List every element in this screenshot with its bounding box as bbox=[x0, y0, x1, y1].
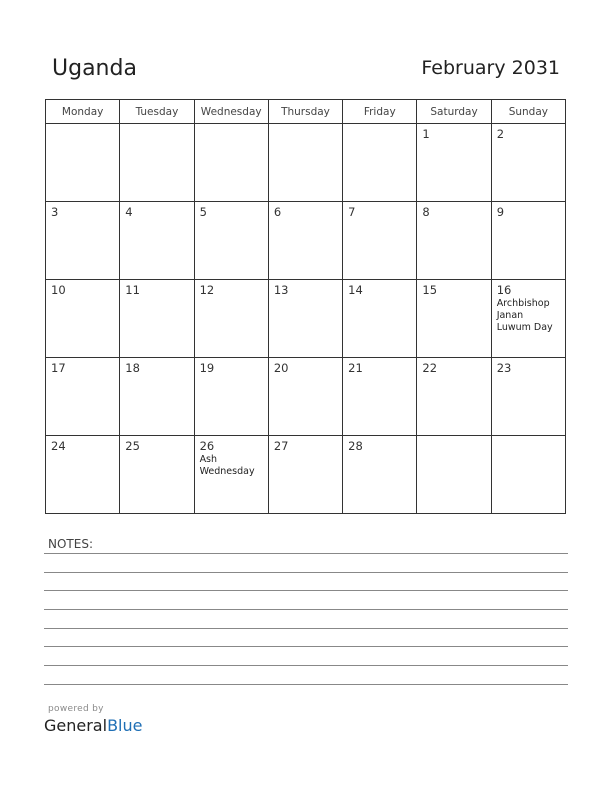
day-cell bbox=[268, 202, 342, 280]
day-cell bbox=[194, 202, 268, 280]
note-line bbox=[44, 665, 568, 666]
day-cell bbox=[417, 202, 491, 280]
day-number: 28 bbox=[348, 439, 363, 453]
day-cell bbox=[417, 358, 491, 436]
day-cell bbox=[268, 358, 342, 436]
weekday-sunday: Sunday bbox=[491, 100, 565, 124]
day-cell bbox=[46, 280, 120, 358]
day-number: 15 bbox=[422, 283, 438, 297]
day-number: 19 bbox=[199, 361, 215, 375]
brand-logo bbox=[44, 716, 142, 735]
day-cell bbox=[343, 358, 417, 436]
note-line bbox=[44, 646, 568, 647]
day-number: 22 bbox=[422, 361, 438, 375]
calendar-grid bbox=[45, 99, 566, 514]
day-cell bbox=[417, 280, 491, 358]
day-cell bbox=[343, 436, 417, 514]
day-number: 5 bbox=[199, 205, 207, 219]
note-line bbox=[44, 684, 568, 685]
day-cell bbox=[491, 280, 565, 358]
weekday-saturday: Saturday bbox=[417, 100, 491, 124]
day-number: 1 bbox=[422, 127, 430, 141]
day-number: 14 bbox=[348, 283, 363, 297]
country-title: Uganda bbox=[52, 56, 137, 81]
day-cell bbox=[491, 124, 565, 202]
day-number: 7 bbox=[348, 205, 356, 219]
weekday-monday: Monday bbox=[46, 100, 120, 124]
day-cell bbox=[46, 436, 120, 514]
day-cell bbox=[268, 436, 342, 514]
day-cell bbox=[120, 358, 194, 436]
weekday-wednesday: Wednesday bbox=[194, 100, 268, 124]
day-number: 16 bbox=[496, 283, 512, 297]
day-cell bbox=[120, 436, 194, 514]
day-cell bbox=[343, 280, 417, 358]
day-number: 18 bbox=[125, 361, 140, 375]
note-line bbox=[44, 572, 568, 573]
brand-general: General bbox=[44, 716, 108, 735]
weekday-friday: Friday bbox=[343, 100, 417, 124]
day-cell bbox=[194, 436, 268, 514]
note-line bbox=[44, 590, 568, 591]
day-number: 26 bbox=[199, 439, 215, 453]
day-number: 13 bbox=[273, 283, 289, 297]
weekday-tuesday: Tuesday bbox=[120, 100, 194, 124]
week-row bbox=[46, 280, 566, 358]
weekday-header-row bbox=[46, 100, 566, 124]
day-cell bbox=[491, 436, 565, 514]
day-cell bbox=[194, 280, 268, 358]
powered-by-text: powered by bbox=[48, 704, 104, 714]
calendar-body bbox=[46, 124, 566, 514]
day-number: 20 bbox=[273, 361, 289, 375]
day-cell bbox=[268, 280, 342, 358]
day-number: 10 bbox=[51, 283, 66, 297]
day-cell bbox=[46, 202, 120, 280]
day-cell bbox=[343, 124, 417, 202]
brand-blue: Blue bbox=[107, 716, 143, 735]
day-number: 4 bbox=[125, 205, 133, 219]
day-number: 17 bbox=[51, 361, 66, 375]
day-cell bbox=[417, 436, 491, 514]
day-number: 6 bbox=[273, 205, 282, 219]
note-line bbox=[44, 628, 568, 629]
day-cell bbox=[46, 358, 120, 436]
note-line bbox=[44, 609, 568, 610]
day-cell bbox=[46, 124, 120, 202]
month-year-title: February 2031 bbox=[421, 57, 560, 79]
day-cell bbox=[120, 202, 194, 280]
day-cell bbox=[268, 124, 342, 202]
notes-label: NOTES: bbox=[48, 537, 93, 551]
day-number: 11 bbox=[125, 283, 140, 297]
note-line bbox=[44, 553, 568, 554]
day-cell bbox=[417, 124, 491, 202]
day-cell bbox=[194, 124, 268, 202]
week-row bbox=[46, 436, 566, 514]
day-number: 21 bbox=[348, 361, 363, 375]
week-row bbox=[46, 358, 566, 436]
day-cell bbox=[491, 202, 565, 280]
day-number: 24 bbox=[51, 439, 66, 453]
day-cell bbox=[343, 202, 417, 280]
day-number: 3 bbox=[51, 205, 59, 219]
day-cell bbox=[194, 358, 268, 436]
week-row bbox=[46, 202, 566, 280]
day-number: 2 bbox=[496, 127, 505, 141]
weekday-thursday: Thursday bbox=[268, 100, 342, 124]
holiday-label: Archbishop Janan Luwum Day bbox=[496, 298, 553, 333]
week-row bbox=[46, 124, 566, 202]
day-number: 9 bbox=[496, 205, 505, 219]
holiday-label: Ash Wednesday bbox=[199, 454, 255, 477]
day-cell bbox=[120, 124, 194, 202]
day-cell bbox=[491, 358, 565, 436]
day-number: 12 bbox=[199, 283, 215, 297]
day-number: 27 bbox=[273, 439, 289, 453]
day-number: 8 bbox=[422, 205, 430, 219]
day-number: 25 bbox=[125, 439, 140, 453]
day-number: 23 bbox=[496, 361, 512, 375]
day-cell bbox=[120, 280, 194, 358]
